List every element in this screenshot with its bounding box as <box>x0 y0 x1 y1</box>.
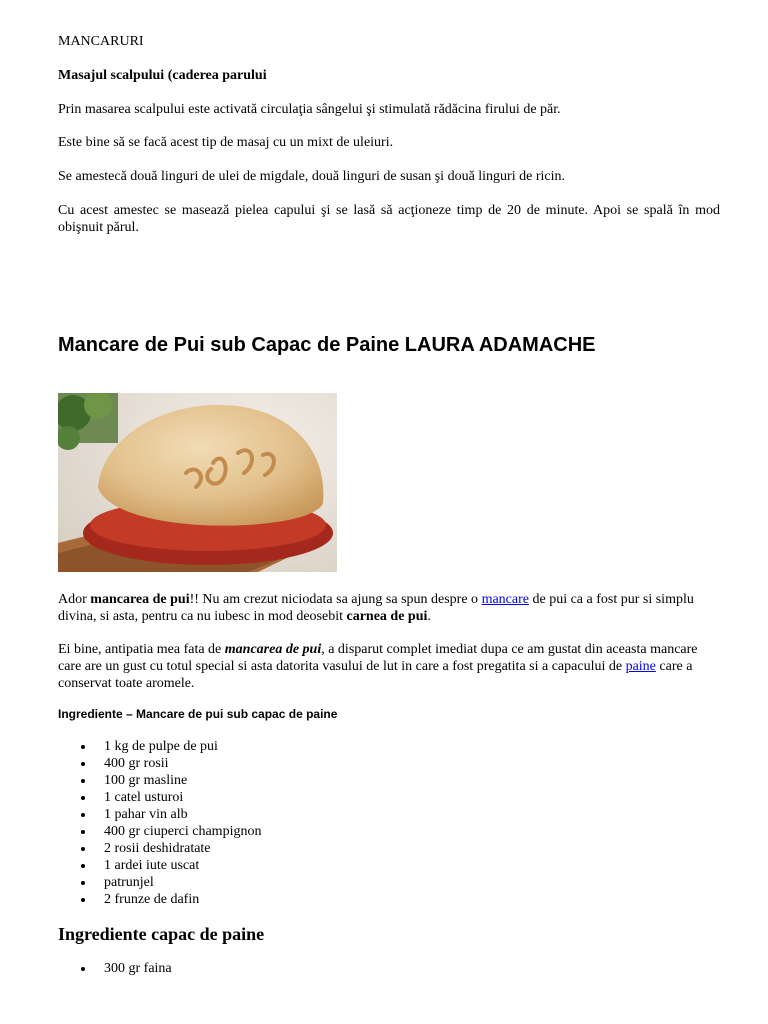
ingredient-item <box>58 738 261 755</box>
ingredient-item <box>58 772 261 789</box>
massage-paragraph-2: Este bine să se facă acest tip de masaj cu un mixt de uleiuri. <box>58 135 394 150</box>
bullet-icon <box>81 881 85 885</box>
ingredient-item <box>58 840 261 857</box>
ingredient-text: patrunjel <box>104 875 154 890</box>
mancare-link[interactable]: mancare <box>481 592 529 607</box>
massage-title: Masajul scalpului (caderea parului <box>58 68 267 83</box>
bullet-icon <box>81 779 85 783</box>
bullet-icon <box>81 796 85 800</box>
ingredient-text: 2 rosii deshidratate <box>104 841 211 856</box>
ingredient-text: 2 frunze de dafin <box>104 892 200 907</box>
bullet-icon <box>81 898 85 902</box>
ingredient-text: 100 gr masline <box>104 773 188 788</box>
bread-ingredients-heading: Ingrediente capac de paine <box>58 924 265 944</box>
recipe-intro-paragraph: Ador mancarea de pui!! Nu am crezut niciodata sa ajung sa spun despre o mancare de pui ca a fost pur si simplu divina, si asta, pentru ca nu iubesc in mod deosebit carnea de pui. <box>58 592 694 624</box>
bullet-icon <box>81 847 85 851</box>
ingredients-list <box>58 738 261 908</box>
massage-paragraph-4: Cu acest amestec se masează pielea capului şi se lasă să acţioneze timp de 20 de minute. Apoi se spală în mod obişnuit părul. <box>58 203 720 235</box>
ingredient-item <box>58 874 261 891</box>
ingredient-text: 400 gr ciuperci champignon <box>104 824 262 839</box>
massage-paragraph-3: Se amestecă două linguri de ulei de migdale, două linguri de susan şi două linguri de ricin. <box>58 169 565 184</box>
recipe-title: Mancare de Pui sub Capac de Paine LAURA ADAMACHE <box>58 334 596 356</box>
ingredient-text: 300 gr faina <box>104 961 172 976</box>
ingredient-item <box>58 755 261 772</box>
ingredient-text: 1 kg de pulpe de pui <box>104 739 218 754</box>
ingredient-text: 400 gr rosii <box>104 756 169 771</box>
document-heading: MANCARURI <box>58 34 144 49</box>
chicken-bread-pot-photo <box>58 393 337 572</box>
paine-link[interactable]: paine <box>625 659 656 674</box>
bullet-icon <box>81 967 85 971</box>
ingredient-item <box>58 789 261 806</box>
bread-ingredients-list <box>58 960 172 977</box>
bullet-icon <box>81 745 85 749</box>
massage-paragraph-1: Prin masarea scalpului este activată circulaţia sângelui şi stimulată rădăcina firului de păr. <box>58 102 561 117</box>
ingredient-item <box>58 891 261 908</box>
bullet-icon <box>81 830 85 834</box>
ingredient-item <box>58 806 261 823</box>
bullet-icon <box>81 864 85 868</box>
ingredients-heading: Ingrediente – Mancare de pui sub capac de paine <box>58 707 338 721</box>
bullet-icon <box>81 762 85 766</box>
ingredient-text: 1 pahar vin alb <box>104 807 188 822</box>
ingredient-item <box>58 960 172 977</box>
ingredient-item <box>58 857 261 874</box>
recipe-second-paragraph: Ei bine, antipatia mea fata de mancarea de pui, a disparut complet imediat dupa ce am gustat din aceasta mancare care are un gust cu totul special si asta datorita vasului de lut in care a fost pregatita si a capacului de paine care a conservat toate aromele. <box>58 642 698 691</box>
ingredient-text: 1 catel usturoi <box>104 790 184 805</box>
ingredient-text: 1 ardei iute uscat <box>104 858 200 873</box>
ingredient-item <box>58 823 261 840</box>
bullet-icon <box>81 813 85 817</box>
